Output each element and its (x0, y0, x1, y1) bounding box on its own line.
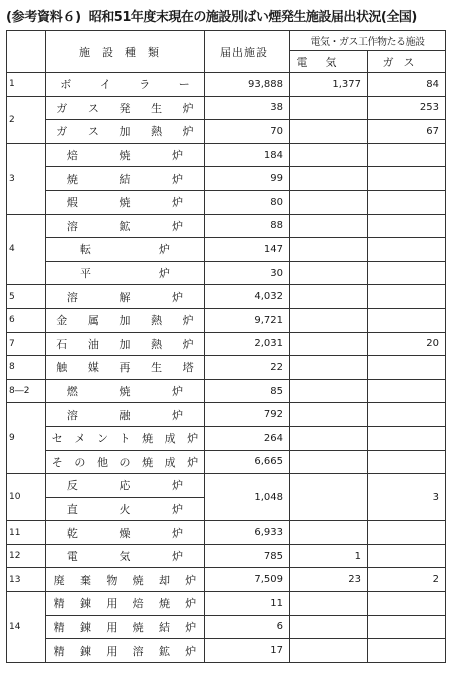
facility-name (46, 474, 205, 498)
name-character: 物 (106, 573, 118, 587)
name-character: そ (51, 455, 63, 469)
facility-name (46, 544, 205, 568)
facility-name (46, 332, 205, 356)
facility-name (46, 615, 205, 639)
reported-count: 147 (205, 238, 290, 262)
facility-name-text (46, 501, 204, 517)
name-character: 焼 (158, 597, 170, 611)
gas-count (368, 214, 446, 238)
facility-name (46, 143, 205, 167)
reported-count: 6,933 (205, 521, 290, 545)
table-row (7, 403, 446, 427)
name-character: 火 (119, 502, 131, 516)
facility-name-text (46, 100, 204, 116)
facility-table (6, 30, 446, 663)
name-character: の (119, 455, 131, 469)
table-row (7, 568, 446, 592)
gas-count (368, 426, 446, 450)
name-character: 油 (87, 337, 99, 351)
header-no (7, 31, 46, 73)
facility-name (46, 167, 205, 191)
table-row (7, 592, 446, 616)
table-row (7, 308, 446, 332)
row-number: 12 (7, 544, 46, 568)
name-character: セ (51, 432, 63, 446)
electric-count (290, 261, 368, 285)
electric-count (290, 426, 368, 450)
name-character: 成 (164, 432, 176, 446)
reported-count: 22 (205, 356, 290, 380)
electric-count (290, 190, 368, 214)
facility-name-text (46, 619, 204, 635)
electric-count (290, 308, 368, 332)
name-character: 成 (164, 455, 176, 469)
reported-count: 99 (205, 167, 290, 191)
facility-name (46, 379, 205, 403)
name-character: 溶 (66, 290, 78, 304)
reported-count: 1,048 (205, 474, 290, 521)
reported-count: 88 (205, 214, 290, 238)
facility-name-text (46, 595, 204, 611)
facility-name-text (46, 218, 204, 234)
name-character: ト (119, 432, 131, 446)
name-character: 気 (119, 550, 131, 564)
name-character: 転 (80, 243, 91, 257)
name-character: 平 (80, 267, 91, 281)
gas-count (368, 308, 446, 332)
name-character: 炉 (172, 290, 184, 304)
name-character: 炉 (172, 408, 184, 422)
header-row-1 (7, 31, 446, 51)
name-character: 炉 (187, 455, 199, 469)
row-number: 9 (7, 403, 46, 474)
row-number: 11 (7, 521, 46, 545)
gas-count: 20 (368, 332, 446, 356)
name-character: メ (74, 432, 86, 446)
facility-name-text (46, 289, 204, 305)
electric-count (290, 238, 368, 262)
gas-count (368, 403, 446, 427)
reported-count: 264 (205, 426, 290, 450)
name-character: 錬 (79, 620, 91, 634)
facility-name-text (46, 525, 204, 541)
electric-count (290, 96, 368, 120)
facility-name-text (46, 171, 204, 187)
name-character: 炉 (185, 620, 197, 634)
facility-name-text (46, 265, 204, 281)
name-character: 炉 (172, 196, 184, 210)
table-row (7, 332, 446, 356)
name-character: ボ (60, 78, 72, 92)
gas-count (368, 167, 446, 191)
name-character: 炉 (182, 314, 194, 328)
reported-count: 9,721 (205, 308, 290, 332)
row-number: 2 (7, 96, 46, 143)
reported-count: 792 (205, 403, 290, 427)
facility-name (46, 521, 205, 545)
table-title: 昭和51年度末現在の施設別ばい煙発生施設届出状況(全国) (88, 10, 417, 25)
name-character: 熱 (151, 337, 163, 351)
facility-name (46, 238, 205, 262)
electric-count (290, 285, 368, 309)
name-character: 鉱 (119, 219, 131, 233)
name-character: 炉 (182, 101, 194, 115)
name-character: 炉 (172, 219, 184, 233)
name-character: 反 (66, 479, 78, 493)
table-row (7, 143, 446, 167)
facility-name (46, 73, 205, 97)
name-character: 生 (151, 101, 163, 115)
name-character: 炉 (182, 125, 194, 139)
electric-count (290, 639, 368, 663)
row-number: 10 (7, 474, 46, 521)
name-character: 焼 (66, 172, 78, 186)
table-row (7, 120, 446, 144)
name-character: 炉 (182, 337, 194, 351)
facility-name-text (46, 572, 204, 588)
electric-count: 23 (290, 568, 368, 592)
name-character: 炉 (172, 172, 184, 186)
name-character: 焼 (132, 573, 144, 587)
name-character: 加 (119, 314, 131, 328)
name-character: 焼 (142, 432, 154, 446)
reported-count: 38 (205, 96, 290, 120)
name-character: 燃 (66, 385, 78, 399)
name-character: 触 (56, 361, 68, 375)
name-character: 焼 (119, 149, 131, 163)
row-number: 8 (7, 356, 46, 380)
table-row (7, 379, 446, 403)
name-character: 炉 (185, 644, 197, 658)
table-row (7, 426, 446, 450)
row-number: 8―2 (7, 379, 46, 403)
facility-name-text (46, 336, 204, 352)
facility-name-text (46, 194, 204, 210)
gas-count (368, 190, 446, 214)
facility-name (46, 403, 205, 427)
name-character: 溶 (66, 219, 78, 233)
facility-name (46, 308, 205, 332)
name-character: 用 (106, 644, 118, 658)
gas-count (368, 238, 446, 262)
electric-count (290, 450, 368, 474)
gas-count (368, 592, 446, 616)
table-row (7, 544, 446, 568)
name-character: 精 (53, 620, 65, 634)
electric-count (290, 214, 368, 238)
facility-name-text (46, 430, 204, 446)
facility-name (46, 261, 205, 285)
electric-count (290, 474, 368, 521)
name-character: 直 (66, 502, 78, 516)
reported-count: 785 (205, 544, 290, 568)
name-character: 廃 (53, 573, 65, 587)
facility-name (46, 190, 205, 214)
name-character: 炉 (185, 573, 197, 587)
name-character: 発 (119, 101, 131, 115)
facility-name-text (46, 123, 204, 139)
electric-count: 1,377 (290, 73, 368, 97)
name-character: 焙 (66, 149, 78, 163)
table-row (7, 238, 446, 262)
facility-name-text (46, 359, 204, 375)
name-character: 石 (56, 337, 68, 351)
name-character: 炉 (172, 550, 184, 564)
name-character: 結 (158, 620, 170, 634)
document-title (6, 6, 446, 24)
electric-count (290, 143, 368, 167)
table-row (7, 167, 446, 191)
name-character: 生 (151, 361, 163, 375)
name-character: 炉 (172, 526, 184, 540)
name-character: 媒 (87, 361, 99, 375)
gas-count (368, 521, 446, 545)
facility-name (46, 285, 205, 309)
name-character: 溶 (66, 408, 78, 422)
name-character: 焼 (142, 455, 154, 469)
gas-count: 84 (368, 73, 446, 97)
facility-name-text (46, 312, 204, 328)
reported-count: 80 (205, 190, 290, 214)
header-electric: 電気 (290, 51, 368, 73)
name-character: 錬 (79, 644, 91, 658)
table-row (7, 214, 446, 238)
electric-count (290, 379, 368, 403)
facility-name (46, 120, 205, 144)
electric-count: 1 (290, 544, 368, 568)
name-character: 他 (96, 455, 108, 469)
facility-name-text (46, 76, 204, 92)
name-character: 焼 (119, 385, 131, 399)
gas-count: 3 (368, 474, 446, 521)
name-character: 乾 (66, 526, 78, 540)
name-character: 鉱 (158, 644, 170, 658)
header-gas: ガス (368, 51, 446, 73)
gas-count (368, 639, 446, 663)
reported-count: 17 (205, 639, 290, 663)
name-character: ラ (139, 78, 151, 92)
electric-count (290, 356, 368, 380)
facility-name-text (46, 383, 204, 399)
row-number: 13 (7, 568, 46, 592)
table-row (7, 639, 446, 663)
electric-count (290, 167, 368, 191)
row-number: 6 (7, 308, 46, 332)
reported-count: 93,888 (205, 73, 290, 97)
reported-count: 4,032 (205, 285, 290, 309)
facility-name-text (46, 454, 204, 470)
name-character: 炉 (172, 502, 184, 516)
name-character: 熱 (151, 314, 163, 328)
name-character: 応 (119, 479, 131, 493)
table-row (7, 73, 446, 97)
table-row (7, 615, 446, 639)
gas-count: 2 (368, 568, 446, 592)
name-character: 塔 (182, 361, 194, 375)
name-character: 却 (158, 573, 170, 587)
row-number: 14 (7, 592, 46, 663)
name-character: 炉 (187, 432, 199, 446)
name-character: 再 (119, 361, 131, 375)
electric-count (290, 120, 368, 144)
electric-count (290, 615, 368, 639)
name-character: ス (87, 125, 99, 139)
name-character: 煆 (66, 196, 78, 210)
name-character: 金 (56, 314, 68, 328)
electric-count (290, 592, 368, 616)
facility-name-text (46, 477, 204, 493)
header-utility-group: 電気・ガス工作物たる施設 (290, 31, 446, 51)
name-character: 炉 (159, 267, 170, 281)
name-character: ガ (56, 101, 68, 115)
row-number: 3 (7, 143, 46, 214)
name-character: の (74, 455, 86, 469)
reported-count: 85 (205, 379, 290, 403)
facility-name-text (46, 147, 204, 163)
table-row (7, 474, 446, 498)
facility-name (46, 214, 205, 238)
name-character: 炉 (172, 149, 184, 163)
name-character: 結 (119, 172, 131, 186)
reported-count: 7,509 (205, 568, 290, 592)
table-row (7, 190, 446, 214)
row-number: 1 (7, 73, 46, 97)
name-character: イ (99, 78, 111, 92)
name-character: 属 (87, 314, 99, 328)
name-character: 炉 (172, 385, 184, 399)
facility-name (46, 497, 205, 521)
name-character: 融 (119, 408, 131, 422)
gas-count (368, 544, 446, 568)
electric-count (290, 332, 368, 356)
table-row (7, 521, 446, 545)
reported-count: 30 (205, 261, 290, 285)
facility-name-text (46, 241, 204, 257)
reference-label: (参考資料６) (6, 10, 81, 25)
facility-name (46, 96, 205, 120)
name-character: 用 (106, 597, 118, 611)
name-character: ン (96, 432, 108, 446)
table-row (7, 450, 446, 474)
header-facility-type: 施設種類 (46, 31, 205, 73)
name-character: 炉 (185, 597, 197, 611)
name-character: 棄 (79, 573, 91, 587)
reported-count: 2,031 (205, 332, 290, 356)
gas-count: 67 (368, 120, 446, 144)
table-row (7, 261, 446, 285)
gas-count (368, 379, 446, 403)
facility-name (46, 450, 205, 474)
gas-count: 253 (368, 96, 446, 120)
name-character: ー (178, 78, 190, 92)
name-character: 焙 (132, 597, 144, 611)
name-character: ス (87, 101, 99, 115)
name-character: 加 (119, 125, 131, 139)
name-character: 溶 (132, 644, 144, 658)
electric-count (290, 403, 368, 427)
name-character: 電 (66, 550, 78, 564)
name-character: 精 (53, 597, 65, 611)
header-reported: 届出施設 (205, 31, 290, 73)
gas-count (368, 285, 446, 309)
facility-name-text (46, 643, 204, 659)
facility-name (46, 568, 205, 592)
reported-count: 184 (205, 143, 290, 167)
name-character: ガ (56, 125, 68, 139)
name-character: 用 (106, 620, 118, 634)
facility-name (46, 592, 205, 616)
name-character: 焼 (119, 196, 131, 210)
name-character: 加 (119, 337, 131, 351)
facility-name (46, 639, 205, 663)
name-character: 錬 (79, 597, 91, 611)
gas-count (368, 356, 446, 380)
facility-name (46, 356, 205, 380)
table-row (7, 356, 446, 380)
electric-count (290, 521, 368, 545)
name-character: 熱 (151, 125, 163, 139)
name-character: 炉 (172, 479, 184, 493)
facility-name (46, 426, 205, 450)
gas-count (368, 143, 446, 167)
name-character: 精 (53, 644, 65, 658)
table-row (7, 285, 446, 309)
reported-count: 70 (205, 120, 290, 144)
table-row (7, 96, 446, 120)
name-character: 炉 (159, 243, 170, 257)
name-character: 燥 (119, 526, 131, 540)
table-body (7, 73, 446, 663)
reported-count: 11 (205, 592, 290, 616)
reported-count: 6 (205, 615, 290, 639)
name-character: 解 (119, 290, 131, 304)
row-number: 4 (7, 214, 46, 285)
row-number: 5 (7, 285, 46, 309)
reported-count: 6,665 (205, 450, 290, 474)
facility-name-text (46, 407, 204, 423)
facility-name-text (46, 548, 204, 564)
gas-count (368, 261, 446, 285)
gas-count (368, 615, 446, 639)
name-character: 焼 (132, 620, 144, 634)
row-number: 7 (7, 332, 46, 356)
gas-count (368, 450, 446, 474)
